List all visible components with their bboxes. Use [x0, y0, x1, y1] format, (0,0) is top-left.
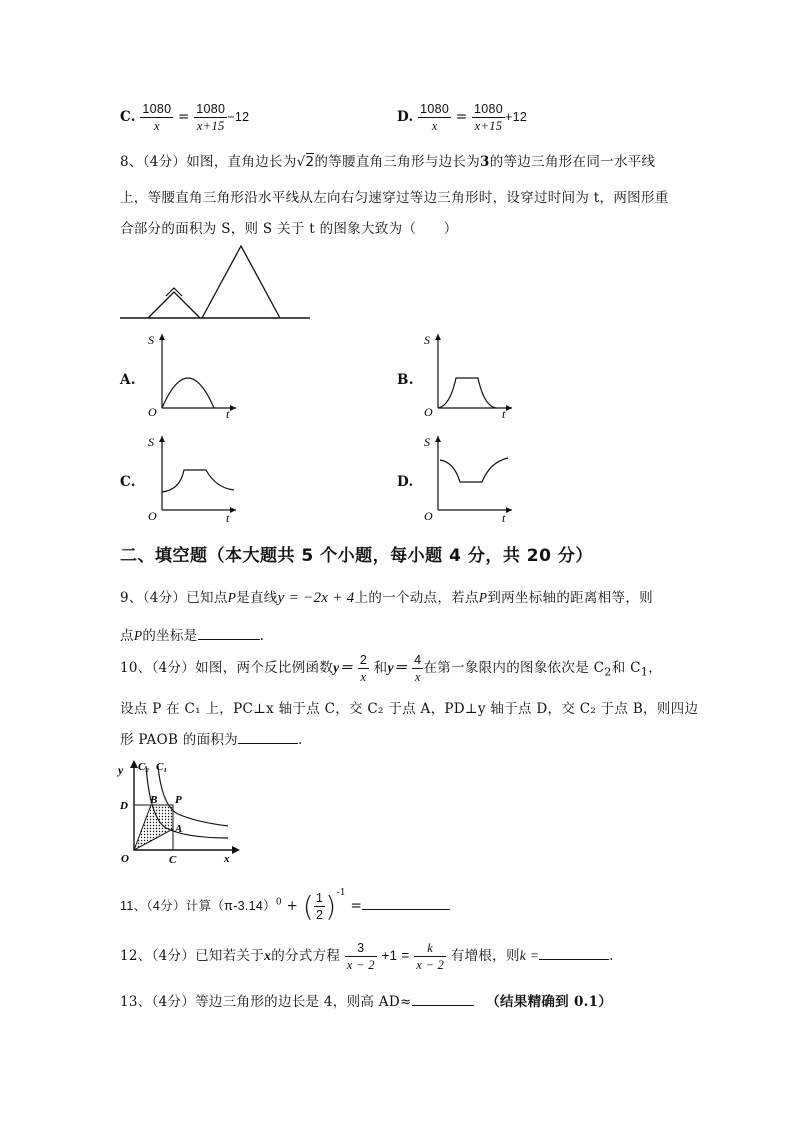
origin-label: O — [148, 509, 157, 523]
fraction: $\frac{1080}{x}$ — [420, 102, 450, 133]
q8-line-3: 合部分的面积为 S，则 S 关于 t 的图象大致为（ ） — [120, 221, 458, 237]
q8-option-a-label: A. — [120, 372, 136, 388]
svg-text:C₁: C₁ — [156, 761, 168, 773]
svg-text:C₂: C₂ — [138, 761, 150, 773]
fraction: $\frac{4}{x}$ — [414, 653, 422, 684]
axis-t-label: t — [502, 511, 506, 524]
isosceles-right-triangle — [148, 292, 200, 318]
q8-option-c-label: C. — [120, 474, 136, 490]
origin-label: O — [148, 405, 157, 419]
svg-text:D: D — [120, 800, 128, 812]
axis-t-label: t — [502, 407, 506, 420]
fraction: $\frac{3}{x - 2}$ — [346, 941, 375, 972]
fraction: $\frac{2}{x}$ — [359, 653, 368, 684]
answer-blank[interactable] — [412, 991, 474, 1006]
q10-figure — [116, 758, 244, 866]
shaded-region-paob — [134, 805, 173, 850]
q7-option-c: C. $\frac{1080}{x}$ = $\frac{1080}{x+15}$ −12 — [120, 102, 250, 133]
origin-label: O — [424, 509, 433, 523]
fraction: $\frac{1080}{x+15}$ — [196, 102, 226, 133]
q8-graph-d — [416, 432, 516, 524]
axis-s-label: S — [424, 333, 430, 347]
q10-line-1: 10、（4分）如图，两个反比例函数y＝ $\frac{2}{x}$ 和y＝ $\frac{4}{x}$ 在第一象限内的图象依次是 $C_2$和 $C_1$， — [120, 653, 663, 684]
fraction: $\frac{1080}{x}$ — [142, 102, 172, 133]
line-equation: y = −2x + 4 — [277, 590, 355, 606]
q13-line: 13、（4分）等边三角形的边长是 4，则高 AD≈ （结果精确到 0.1） — [120, 990, 612, 1010]
svg-text:B: B — [150, 794, 158, 806]
axis-t-label: t — [226, 511, 230, 524]
q11-line: 11、（4分）计算$(\pi-3.14)^0$ + ( $\frac{1}{2}$ )$^{-1}$ = — [120, 890, 450, 923]
section-heading: 二、填空题（本大题共 5 个小题，每小题 4 分，共 20 分） — [120, 546, 593, 566]
answer-blank[interactable] — [539, 945, 609, 960]
q10-line-2: 设点 P 在 C₁ 上，PC⊥x 轴于点 C，交 C₂ 于点 A，PD⊥y 轴于点 D，交 C₂ 于点 B，则四边 — [120, 701, 699, 717]
answer-blank[interactable] — [362, 895, 450, 910]
svg-text:C: C — [169, 854, 177, 866]
fraction: $\frac{1}{2}$ — [315, 891, 324, 922]
q10-line-3: 形 PAOB 的面积为 . — [120, 728, 303, 748]
svg-text:O: O — [121, 853, 129, 865]
axis-s-label: S — [148, 333, 154, 347]
equilateral-triangle — [202, 246, 280, 318]
sqrt-symbol: √2 — [296, 154, 315, 170]
svg-text:A: A — [175, 823, 183, 835]
q9-line-1: 9、（4分）已知点P是直线y = −2x + 4上的一个动点，若点P到两坐标轴的距离相等，则 — [120, 590, 653, 606]
answer-blank[interactable] — [198, 625, 260, 640]
option-letter: D. — [397, 109, 414, 125]
q8-graph-a — [140, 330, 240, 420]
axis-s-label: S — [424, 435, 430, 449]
axis-s-label: S — [148, 435, 154, 449]
svg-text:P: P — [175, 794, 182, 806]
answer-blank[interactable] — [238, 729, 298, 744]
q12-line: 12、（4分）已知若关于x的分式方程 $\frac{3}{x - 2}$ +1 = $\frac{k}{x - 2}$ 有增根，则k = . — [120, 941, 614, 972]
q8-option-d-label: D. — [397, 474, 414, 490]
q9-line-2: 点P的坐标是 . — [120, 624, 264, 644]
q8-line-1: 8、（4分）如图，直角边长为√2的等腰直角三角形与边长为3的等边三角形在同一水平线 — [120, 154, 656, 170]
axis-t-label: t — [226, 407, 230, 420]
option-letter: C. — [120, 109, 136, 125]
svg-text:y: y — [118, 763, 124, 777]
q8-triangles-figure — [118, 240, 313, 322]
q8-graph-c — [140, 432, 240, 524]
svg-text:x: x — [224, 853, 230, 865]
q8-line-2: 上，等腰直角三角形沿水平线从左向右匀速穿过等边三角形时，设穿过时间为 t，两图形重 — [120, 190, 669, 206]
q8-option-b-label: B. — [397, 372, 414, 388]
origin-label: O — [424, 405, 433, 419]
fraction: $\frac{1080}{x+15}$ — [473, 102, 503, 133]
q7-option-d: D. $\frac{1080}{x}$ = $\frac{1080}{x+15}$ +12 — [397, 102, 528, 133]
q8-graph-b — [416, 330, 516, 420]
fraction: $\frac{k}{x - 2}$ — [416, 941, 445, 972]
